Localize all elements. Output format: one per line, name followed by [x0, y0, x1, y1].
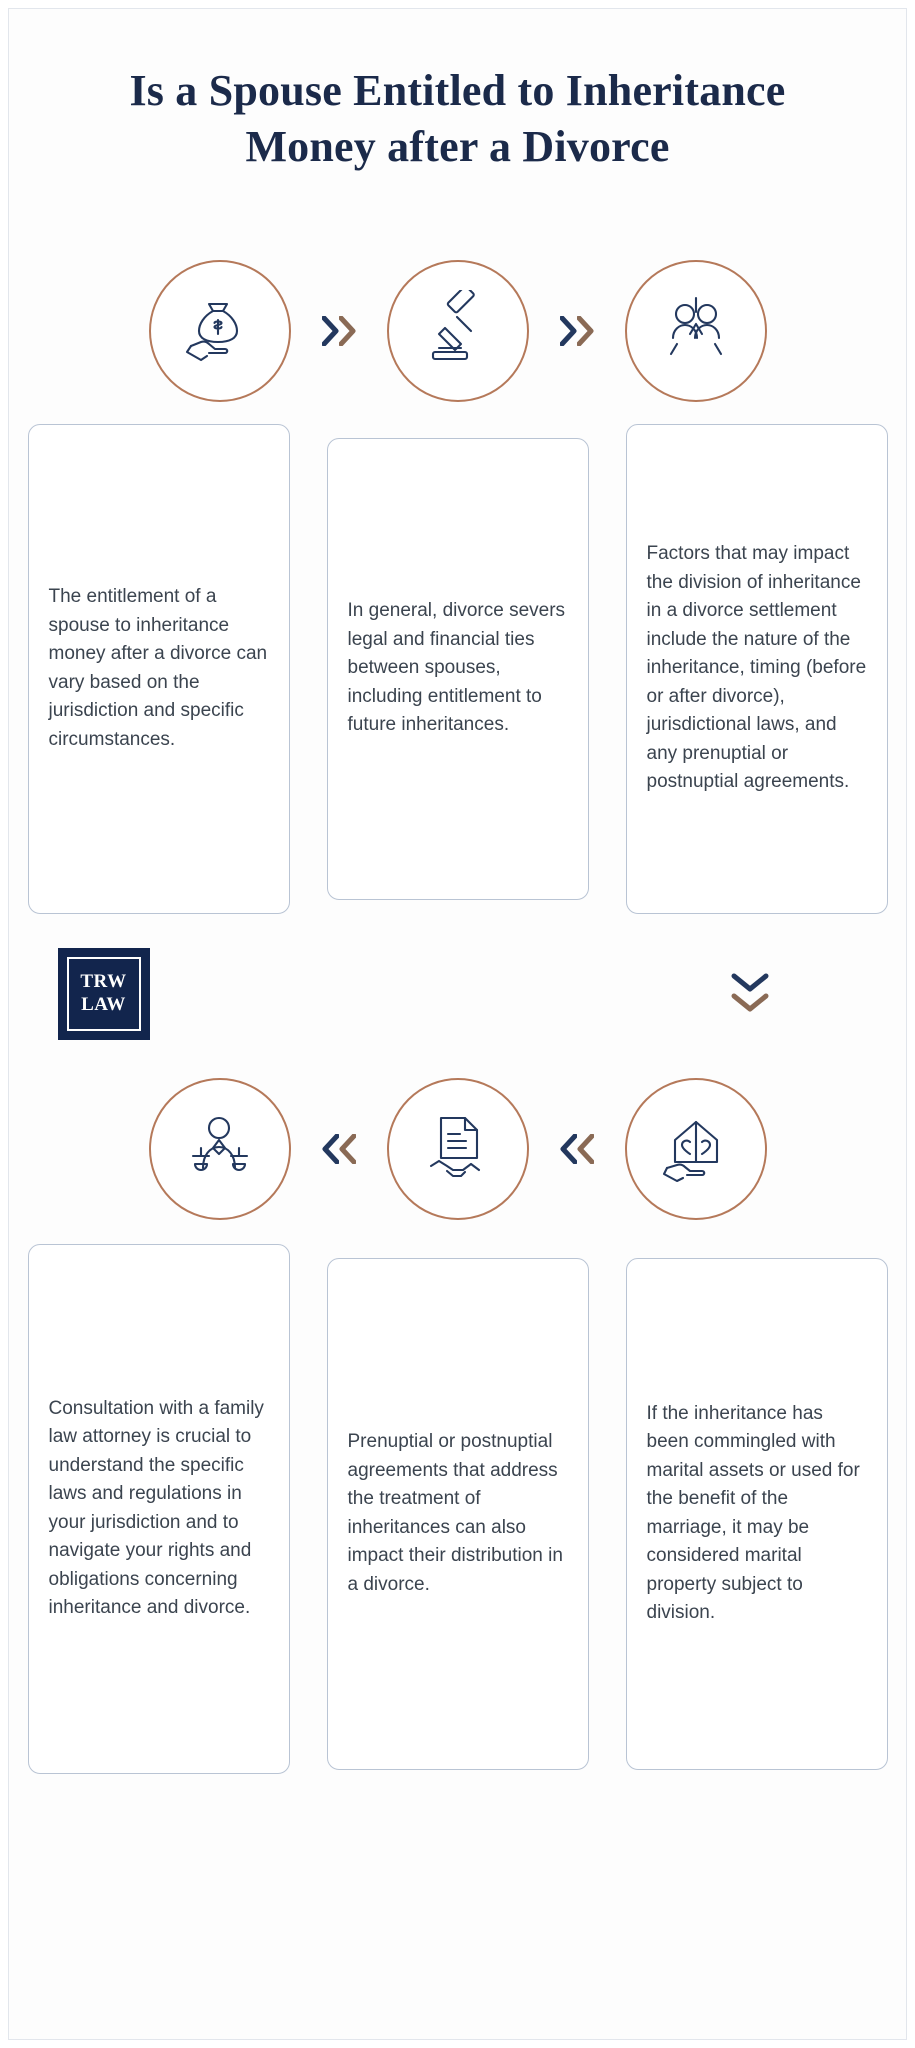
logo-line-1: TRW — [80, 971, 127, 993]
chevron-right-icon — [560, 316, 577, 346]
agreement-handshake-document-icon — [387, 1078, 529, 1220]
bottom-card-row — [28, 1244, 888, 1774]
card-text: Factors that may impact the division of inheritance in a divorce settlement include the nature of the inheritance, timing (before or after divorce), jurisdictional laws, and any prenuptial or postnuptial agreements. — [646, 543, 867, 793]
card-text: Consultation with a family law attorney is crucial to understand the specific laws and regulations in your jurisdiction and to navigate your rights and obligations concerning inheritance and divorce. — [48, 1397, 264, 1619]
info-card — [28, 1244, 290, 1774]
info-card — [327, 1258, 589, 1770]
info-card — [28, 424, 290, 914]
double-chevron-right-icon — [529, 316, 625, 346]
top-icon-row — [28, 246, 888, 416]
chevron-right-icon — [322, 316, 339, 346]
money-bag-in-hand-icon — [149, 260, 291, 402]
info-card — [327, 438, 589, 900]
info-card — [626, 424, 888, 914]
double-chevron-left-icon — [529, 1134, 625, 1164]
trw-law-logo — [58, 948, 150, 1040]
attorney-with-scales-icon — [149, 1078, 291, 1220]
bottom-icon-row — [28, 1064, 888, 1234]
house-division-in-hand-icon — [625, 1078, 767, 1220]
double-chevron-down-icon — [723, 956, 777, 1030]
chevron-down-icon — [731, 993, 769, 1013]
double-chevron-right-icon — [291, 316, 387, 346]
chevron-right-icon — [577, 316, 594, 346]
divorce-couple-icon — [625, 260, 767, 402]
double-chevron-left-icon — [291, 1134, 387, 1164]
chevron-right-icon — [339, 316, 356, 346]
info-card — [626, 1258, 888, 1770]
card-text: In general, divorce severs legal and financial ties between spouses, including entitlement to future inheritances. — [347, 600, 566, 736]
card-text: If the inheritance has been commingled with marital assets or used for the benefit of the marriage, it may be considered marital property subject to division. — [646, 1402, 860, 1624]
card-text: The entitlement of a spouse to inheritance money after a divorce can vary based on the jurisdiction and specific circumstances. — [48, 586, 268, 750]
card-text: Prenuptial or postnuptial agreements that address the treatment of inheritances can also impact their distribution in a divorce. — [347, 1431, 563, 1595]
logo-band — [28, 938, 888, 1048]
chevron-left-icon — [339, 1134, 356, 1164]
chevron-left-icon — [577, 1134, 594, 1164]
top-card-row — [28, 424, 888, 914]
logo-line-2: LAW — [81, 993, 126, 1015]
chevron-left-icon — [322, 1134, 339, 1164]
gavel-icon — [387, 260, 529, 402]
logo-inner — [67, 957, 141, 1031]
chevron-left-icon — [560, 1134, 577, 1164]
page-title: Is a Spouse Entitled to Inheritance Money after a Divorce — [129, 66, 786, 172]
chevron-down-icon — [731, 973, 769, 993]
infographic-page — [8, 8, 907, 2040]
